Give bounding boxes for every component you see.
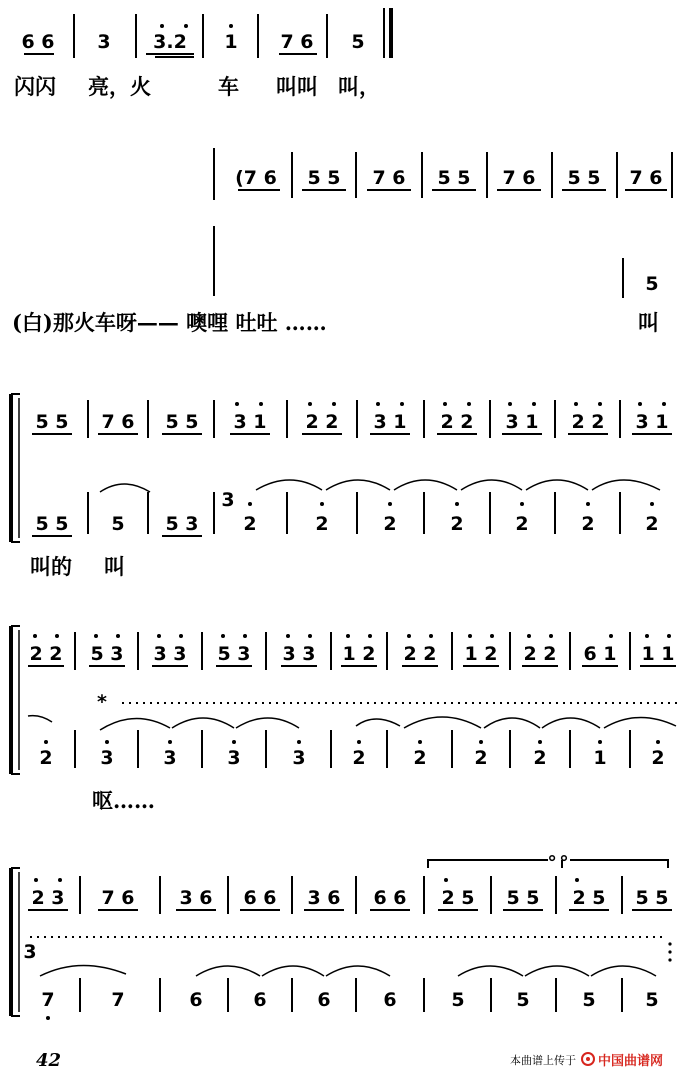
row4-bottom-marks [28,716,676,744]
lyric: 亮，火 [88,74,151,99]
bracket-circles: ∘∘ [546,847,570,869]
note: 3 1 [635,411,669,433]
row5-bottom-marks [40,965,659,1020]
note: 1 2 [342,643,376,665]
row1 [14,8,391,100]
page-number: 42 [36,1050,62,1071]
note: 3 [227,747,241,769]
note: 5 [351,31,365,53]
note: 5 5 [635,887,669,909]
note: 2 [315,513,329,535]
note: 6 6 [373,887,407,909]
note: 6 [189,989,203,1011]
note: 2 [651,747,665,769]
note: 2 [450,513,464,535]
note: 5 [451,989,465,1011]
note: 7 6 [629,167,663,189]
note: 3 3 [282,643,316,665]
note: 1 2 [464,643,498,665]
lyric: 叫叫 [276,74,318,99]
lyric: 叫， [338,74,380,99]
note: 3 [97,31,111,53]
note: (7 6 [235,167,277,189]
site-logo-text: 中国曲谱网 [598,1054,664,1069]
note: 6 [317,989,331,1011]
row5-barlines [80,876,622,1012]
note: 2 3 [31,887,65,909]
note: 1 1 [641,643,675,665]
note: 2 [533,747,547,769]
note: 7 [41,989,55,1011]
note: 3 [292,747,306,769]
note: 5 3 [165,513,199,535]
asterisk-mark: * [97,691,107,713]
note: 5 3 [90,643,124,665]
note: 5 5 [307,167,341,189]
note: 5 [111,513,125,535]
note: 5 [645,989,659,1011]
note: 2 2 [29,643,63,665]
lyric: 叫 [104,554,125,579]
note: 2 2 [305,411,339,433]
row2 [12,148,672,335]
note: 7 6 [101,887,135,909]
note: 2 2 [440,411,474,433]
note: 3 [100,747,114,769]
note: 5 [582,989,596,1011]
note: 5 3 [217,643,251,665]
note: 2 [645,513,659,535]
row5 [11,847,672,1020]
note: 6 1 [583,643,617,665]
note: 5 5 [437,167,471,189]
lyric: 叫的 [30,554,72,579]
lyric: 呕…… [92,788,155,813]
note: 5 5 [165,411,199,433]
note: 6 6 [243,887,277,909]
lyric: 叫 [638,310,659,335]
note: 2 [352,747,366,769]
note: 2 [413,747,427,769]
note: 3 1 [373,411,407,433]
note: 5 5 [35,411,69,433]
row3-bottom-marks [32,480,660,536]
note: 5 [645,273,659,295]
note: 3 1 [505,411,539,433]
grace-note: 3 [23,941,37,963]
note: 2 [515,513,529,535]
note: 2 [474,747,488,769]
footer [36,1050,663,1071]
note: 7 6 [502,167,536,189]
note: 1 [593,747,607,769]
row5-end-dots [668,942,671,961]
note: 7 [111,989,125,1011]
row3 [11,394,672,579]
note: 5 5 [35,513,69,535]
note: 3 6 [179,887,213,909]
note: 7 6 [280,31,314,53]
note: 6 6 [21,31,55,53]
row4-system-bracket [11,626,20,774]
row5-system-bracket [11,868,20,1016]
grace-note: 3 [221,489,235,511]
note: 5 5 [567,167,601,189]
note: 2 5 [572,887,606,909]
note: 2 [39,747,53,769]
note: 3 6 [307,887,341,909]
note: 3 3 [153,643,187,665]
note: 6 [383,989,397,1011]
note: 2 [243,513,257,535]
note: 3 [163,747,177,769]
spoken-text: (白)那火车呀—— 噢哩 吐吐 …… [12,310,327,335]
note: 7 6 [372,167,406,189]
note: 2 2 [523,643,557,665]
note: 3.2 [153,31,187,53]
note: 5 5 [506,887,540,909]
note: 2 [383,513,397,535]
note: 2 2 [403,643,437,665]
note: 1 [224,31,238,53]
note: 2 2 [571,411,605,433]
note: 5 [516,989,530,1011]
note: 6 [253,989,267,1011]
lyric: 闪闪 [14,74,56,99]
note: 3 1 [233,411,267,433]
lyric: 车 [218,74,239,99]
note: 2 5 [441,887,475,909]
site-logo-icon [582,1053,594,1065]
row4 [11,626,680,813]
note: 7 6 [101,411,135,433]
upload-text: 本曲谱上传于 [510,1054,576,1067]
row3-system-bracket [11,394,20,542]
note: 2 [581,513,595,535]
